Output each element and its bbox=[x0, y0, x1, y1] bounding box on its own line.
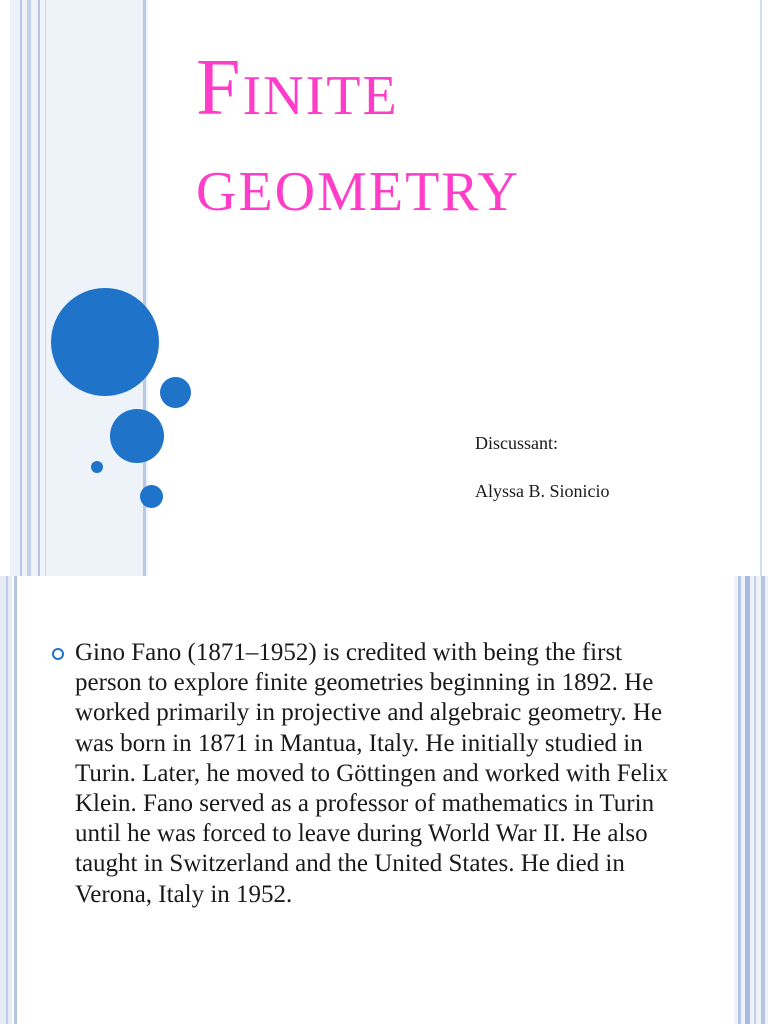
title-line-2: geometry bbox=[196, 140, 520, 228]
bullet-icon bbox=[52, 648, 64, 660]
stripe-line bbox=[14, 576, 17, 1024]
circle-decoration-icon bbox=[91, 461, 103, 473]
stripe-line bbox=[27, 0, 31, 576]
slide-title bbox=[196, 40, 756, 232]
discussant-label: Discussant: bbox=[475, 433, 558, 453]
stripe-line bbox=[38, 0, 40, 576]
stripe-line bbox=[6, 576, 8, 1024]
stripe-line bbox=[754, 576, 756, 1024]
stripe-line bbox=[761, 576, 765, 1024]
stripe-line bbox=[20, 0, 22, 576]
body-paragraph: Gino Fano (1871–1952) is credited with being the first person to explore finite geometries beginning in 1892. He worked primarily in projective and algebraic geometry. He was born in 1871 in Mantua, Italy. He initially studied in Turin. Later, he moved to Göttingen and worked with Felix Klein. Fano served as a professor of mathematics in Turin until he was forced to leave during World War II. He also taught in Switzerland and the United States. He died in Verona, Italy in 1952. bbox=[75, 639, 669, 908]
stripe-line bbox=[760, 0, 762, 576]
circle-decoration-icon bbox=[110, 409, 164, 463]
circle-decoration-icon bbox=[140, 485, 163, 508]
stripe-line bbox=[738, 576, 741, 1024]
title-line-1: Finite bbox=[196, 44, 399, 132]
circle-decoration-icon bbox=[51, 288, 159, 396]
stripe-line bbox=[745, 576, 750, 1024]
discussant-name: Alyssa B. Sionicio bbox=[475, 481, 610, 501]
circle-decoration-icon bbox=[160, 377, 191, 408]
stripe-line bbox=[45, 0, 46, 576]
